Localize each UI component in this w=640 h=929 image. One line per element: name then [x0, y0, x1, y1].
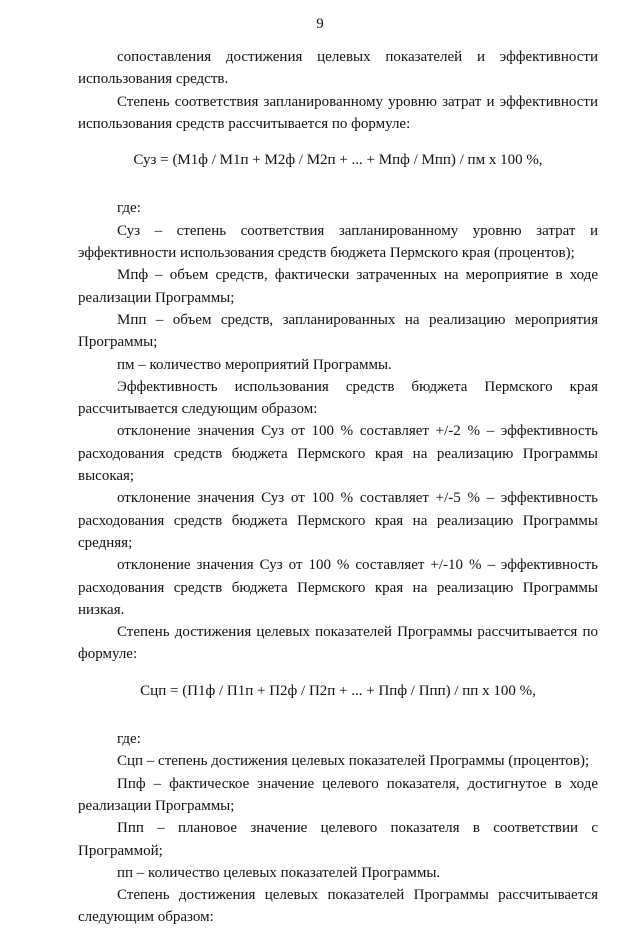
definition-scp: Сцп – степень достижения целевых показателей Программы (процентов); [117, 753, 590, 770]
definition-suz: Суз – степень соответствия запланированному уровню затрат и эффективности использования средств бюджета Пермского края (процентов); [78, 222, 598, 262]
definition-pm: пм – количество мероприятий Программы. [117, 356, 392, 373]
definition-mpp: Мпп – объем средств, запланированных на реализацию мероприятия Программы; [78, 311, 598, 351]
definition-pp: пп – количество целевых показателей Программы. [117, 864, 441, 881]
efficiency-high: отклонение значения Суз от 100 % составляет +/-2 % – эффективность расходования средств бюджета Пермского края на реализацию Программы высокая; [78, 423, 598, 485]
paragraph-efficiency-intro: Эффективность использования средств бюджета Пермского края рассчитывается следующим образом: [78, 378, 598, 418]
page-number: 9 [316, 16, 324, 32]
where-label: где: [117, 200, 141, 217]
paragraph-targets-intro: Степень достижения целевых показателей Программы рассчитывается по формуле: [78, 624, 598, 663]
efficiency-medium: отклонение значения Суз от 100 % составляет +/-5 % – эффективность расходования средств бюджета Пермского края на реализацию Программы средняя; [78, 490, 598, 551]
definition-ppp: Ппп – плановое значение целевого показателя в соответствии с Программой; [78, 820, 598, 859]
definition-ppf: Ппф – фактическое значение целевого показателя, достигнутое в ходе реализации Программы; [78, 775, 598, 814]
efficiency-low: отклонение значения Суз от 100 % составляет +/-10 % – эффективность расходования средств бюджета Пермского края на реализацию Программы низкая. [78, 557, 598, 618]
definition-mpf: Мпф – объем средств, фактически затраченных на мероприятие в ходе реализации Программы; [78, 267, 598, 306]
where-label-2: где: [117, 731, 141, 748]
formula-cost-compliance: Суз = (М1ф / М1п + М2ф / М2п + ... + Мпф / Мпп) / пм х 100 %, [133, 152, 543, 169]
document-body [78, 46, 598, 929]
paragraph-targets-evaluation: Степень достижения целевых показателей Программы рассчитывается следующим образом: [78, 887, 598, 926]
paragraph-cost-compliance-intro: Степень соответствия запланированному уровню затрат и эффективности использования средств рассчитывается по формуле: [78, 93, 598, 132]
paragraph-continuation: сопоставления достижения целевых показателей и эффективности использования средств. [78, 49, 598, 88]
formula-target-achievement: Сцп = (П1ф / П1п + П2ф / П2п + ... + Ппф / Ппп) / пп х 100 %, [140, 682, 536, 699]
